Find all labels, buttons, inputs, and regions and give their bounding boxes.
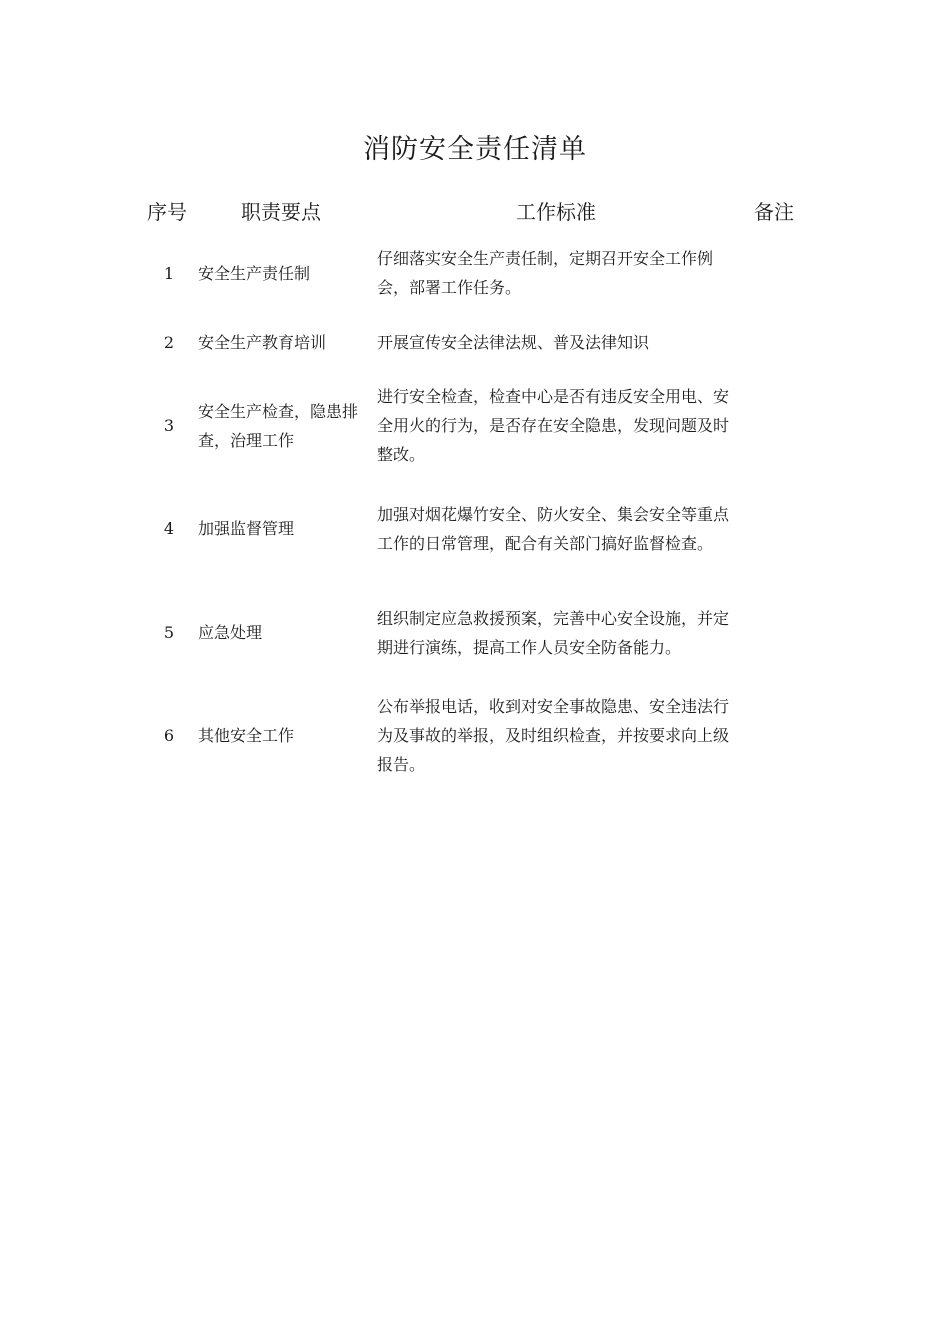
table-row <box>0 691 950 780</box>
table-row <box>0 327 950 357</box>
row-serial-number: 6 <box>163 726 175 745</box>
page-title: 消防安全责任清单 <box>363 134 587 165</box>
row-duty: 应急处理 <box>198 623 263 642</box>
row-standard: 进行安全检查，检查中心是否有违反安全用电、安全用火的行为，是否存在安全隐患，发现问题及时整改。 <box>377 387 730 464</box>
row-serial-number: 2 <box>163 332 175 352</box>
header-serial-number: 序号 <box>147 200 187 224</box>
row-standard: 开展宣传安全法律法规、普及法律知识 <box>377 332 650 352</box>
row-standard: 公布举报电话，收到对安全事故隐患、安全违法行为及事故的举报，及时组织检查，并按要求向上级报告。 <box>377 697 730 774</box>
table-row <box>0 484 950 573</box>
row-standard: 加强对烟花爆竹安全、防火安全、集会安全等重点工作的日常管理，配合有关部门搞好监督检查。 <box>377 504 730 553</box>
header-remarks: 备注 <box>754 200 794 224</box>
row-duty: 安全生产责任制 <box>198 263 311 283</box>
row-standard: 组织制定应急救援预案，完善中心安全设施，并定期进行演练，提高工作人员安全防备能力。 <box>377 608 730 657</box>
table-row <box>0 381 950 470</box>
row-standard: 仔细落实安全生产责任制，定期召开安全工作例会，部署工作任务。 <box>377 249 714 297</box>
table-row <box>0 588 950 677</box>
row-serial-number: 3 <box>163 416 175 435</box>
header-duty-points: 职责要点 <box>241 200 321 224</box>
row-duty: 其他安全工作 <box>198 726 295 745</box>
row-duty: 安全生产检查，隐患排查，治理工作 <box>198 401 359 450</box>
row-serial-number: 4 <box>163 519 175 538</box>
row-serial-number: 5 <box>163 623 175 642</box>
row-serial-number: 1 <box>163 263 175 283</box>
header-work-standard: 工作标准 <box>516 200 596 224</box>
row-duty: 加强监督管理 <box>198 519 295 538</box>
row-duty: 安全生产教育培训 <box>198 332 327 352</box>
table-header <box>0 192 950 232</box>
table-row <box>0 243 950 303</box>
